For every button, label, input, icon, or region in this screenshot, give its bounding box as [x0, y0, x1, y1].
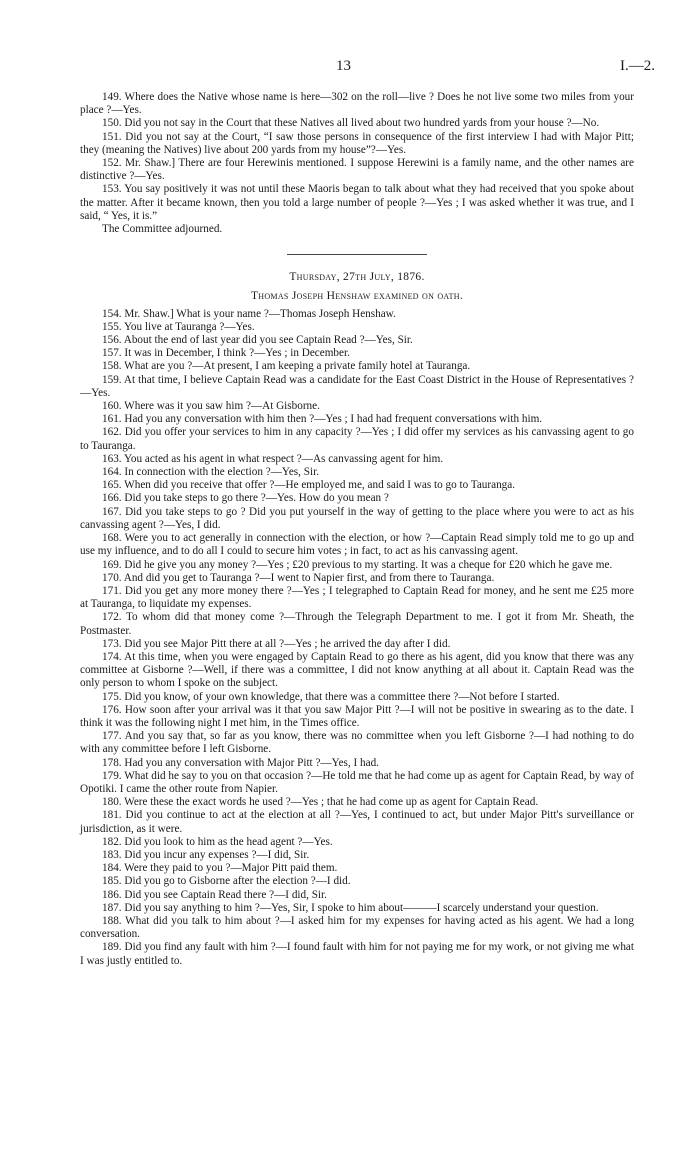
testimony-paragraph: 156. About the end of last year did you see Captain Read ?—Yes, Sir. [102, 334, 413, 347]
testimony-paragraph: 169. Did he give you any money ?—Yes ; £20 previous to my starting. It was a cheque for £20 which he gave me. [102, 558, 613, 571]
testimony-paragraph: 179. What did he say to you on that occasion ?—He told me that he had come up as agent for Captain Read, by way of Opotiki. I came the other route from Napier. [80, 769, 634, 795]
testimony-paragraph: 163. You acted as his agent in what respect ?—As canvassing agent for him. [102, 452, 444, 465]
testimony-paragraph: 183. Did you incur any expenses ?—I did, Sir. [102, 848, 310, 861]
testimony-paragraph: 151. Did you not say at the Court, “I saw those persons in consequence of the first interview I had with Major Pitt; they (meaning the Natives) live about 200 yards from my house”?—Yes. [80, 130, 634, 156]
page-header [0, 58, 700, 78]
testimony-paragraph: 149. Where does the Native whose name is here—302 on the roll—live ? Does he not live some two miles from your place ?—Yes. [80, 91, 634, 117]
testimony-paragraph: 187. Did you say anything to him ?—Yes, Sir, I spoke to him about———I scarcely understand your question. [102, 901, 599, 914]
testimony-paragraph: 167. Did you take steps to go ? Did you put yourself in the way of getting to the place where you were to act as his canvassing agent ?—Yes, I did. [80, 505, 634, 531]
testimony-paragraph: 159. At that time, I believe Captain Read was a candidate for the East Coast District in the House of Representatives ?—Yes. [80, 373, 634, 399]
testimony-paragraph: 181. Did you continue to act at the election at all ?—Yes, I continued to act, but under Major Pitt's surveillance or jurisdiction, as it were. [80, 809, 634, 835]
testimony-paragraph: 168. Were you to act generally in connection with the election, or how ?—Captain Read simply told me to go up and use my influence, and to do all I could to secure him votes ; in fact, to act as his canvassing agent. [80, 532, 634, 558]
testimony-paragraph: 184. Were they paid to you ?—Major Pitt paid them. [102, 862, 338, 875]
testimony-section-2 [80, 308, 634, 968]
testimony-paragraph: 166. Did you take steps to go there ?—Yes. How do you mean ? [102, 492, 389, 505]
testimony-paragraph: The Committee adjourned. [102, 223, 223, 236]
testimony-paragraph: 182. Did you look to him as the head agent ?—Yes. [102, 835, 333, 848]
testimony-paragraph: 150. Did you not say in the Court that these Natives all lived about two hundred yards from your house ?—No. [102, 117, 600, 130]
testimony-paragraph: 185. Did you go to Gisborne after the election ?—I did. [102, 875, 351, 888]
testimony-paragraph: 171. Did you get any more money there ?—Yes ; I telegraphed to Captain Read for money, and he sent me £25 more at Tauranga, to liquidate my expenses. [80, 584, 634, 611]
testimony-paragraph: 175. Did you know, of your own knowledge, that there was a committee there ?—Not before I started. [102, 690, 560, 703]
testimony-paragraph: 155. You live at Tauranga ?—Yes. [102, 320, 255, 333]
testimony-paragraph: 178. Had you any conversation with Major Pitt ?—Yes, I had. [102, 756, 379, 769]
testimony-paragraph: 176. How soon after your arrival was it that you saw Major Pitt ?—I will not be positive in swearing as to the date. I think it was the following night I met him, in the Times office. [80, 703, 634, 729]
testimony-paragraph: 180. Were these the exact words he used ?—Yes ; that he had come up as agent for Captain Read. [102, 796, 539, 809]
testimony-paragraph: 162. Did you offer your services to him in any capacity ?—Yes ; I did offer my services as his canvassing agent to go to Tauranga. [80, 426, 634, 452]
testimony-paragraph: 161. Had you any conversation with him then ?—Yes ; I had had frequent conversations with him. [102, 413, 543, 426]
testimony-paragraph: 158. What are you ?—At present, I am keeping a private family hotel at Tauranga. [102, 360, 471, 373]
testimony-paragraph: 153. You say positively it was not until these Maoris began to talk about what they had received that you spoke about the matter. After it became known, then you told a large number of people ?—Yes ; I was asked whether it was true, and I said, “ Yes, it is.” [80, 183, 634, 222]
testimony-paragraph: 177. And you say that, so far as you know, there was no committee when you left Gisborne ?—I had nothing to do with any committee before I left Gisborne. [80, 730, 634, 756]
testimony-section-1 [80, 91, 634, 236]
testimony-paragraph: 188. What did you talk to him about ?—I asked him for my expenses for having acted as his agent. We had a long conversation. [80, 914, 634, 941]
testimony-paragraph: 172. To whom did that money come ?—Through the Telegraph Department to me. I got it from Mr. Sheath, the Postmaster. [80, 611, 634, 637]
testimony-paragraph: 189. Did you find any fault with him ?—I found fault with him for not paying me for my work, or not giving me what I was justly entitled to. [80, 941, 634, 967]
testimony-paragraph: 154. Mr. Shaw.] What is your name ?—Thomas Joseph Henshaw. [102, 307, 396, 320]
testimony-paragraph: 152. Mr. Shaw.] There are four Herewinis mentioned. I suppose Herewini is a family name, and the other names are distinctive ?—Yes. [80, 157, 634, 183]
section-divider [287, 254, 427, 255]
testimony-paragraph: 174. At this time, when you were engaged by Captain Read to go there as his agent, did you know that there was any committee at Gisborne ?—Well, if there was a committee, I did not know anything at all about it. Captain Read was the only person to whom I spoke on the subject. [80, 650, 634, 690]
testimony-paragraph: 165. When did you receive that offer ?—He employed me, and said I was to go to Tauranga. [102, 479, 516, 492]
testimony-paragraph: 160. Where was it you saw him ?—At Gisborne. [102, 400, 320, 413]
testimony-paragraph: 173. Did you see Major Pitt there at all ?—Yes ; he arrived the day after I did. [102, 637, 451, 650]
testimony-paragraph: 186. Did you see Captain Read there ?—I did, Sir. [102, 888, 327, 901]
testimony-paragraph: 157. It was in December, I think ?—Yes ; in December. [102, 347, 350, 360]
date-heading: Thursday, 27th July, 1876. [289, 271, 425, 284]
page-number: 13 [336, 58, 351, 74]
document-body [80, 91, 634, 968]
document-reference: I.—2. [620, 58, 655, 74]
testimony-paragraph: 164. In connection with the election ?—Yes, Sir. [102, 466, 319, 479]
witness-heading: Thomas Joseph Henshaw examined on oath. [250, 290, 464, 303]
testimony-paragraph: 170. And did you get to Tauranga ?—I went to Napier first, and from there to Tauranga. [102, 571, 495, 584]
